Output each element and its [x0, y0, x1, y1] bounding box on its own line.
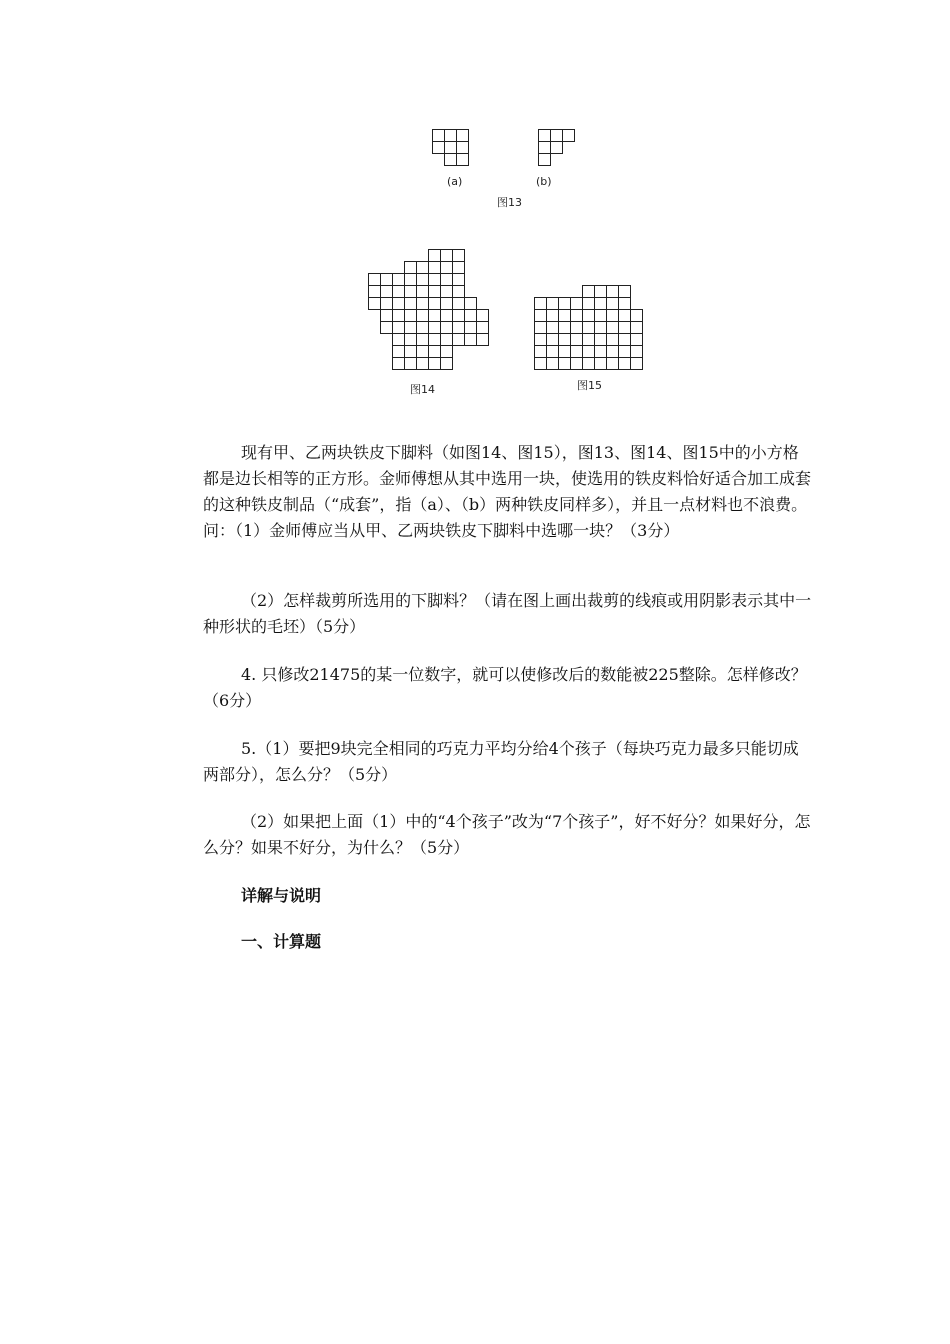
grid-cell: [405, 262, 417, 274]
grid-cell: [619, 334, 631, 346]
grid-cell: [429, 334, 441, 346]
grid-cell: [595, 334, 607, 346]
grid-cell: [417, 262, 429, 274]
grid-cell: [381, 298, 393, 310]
grid-cell: [453, 322, 465, 334]
grid-cell: [619, 310, 631, 322]
grid-cell: [453, 310, 465, 322]
figure-13-caption: 图13: [497, 196, 522, 209]
grid-cell: [631, 322, 643, 334]
grid-cell: [559, 334, 571, 346]
grid-cell: [619, 346, 631, 358]
grid-cell: [393, 286, 405, 298]
grid-cell: [393, 274, 405, 286]
grid-cell: [417, 358, 429, 370]
problem-3-paragraph-2: （2）怎样裁剪所选用的下脚料？（请在图上画出裁剪的线痕或用阴影表示其中一种形状的毛坯）（5分）: [203, 591, 812, 636]
grid-cell: [405, 346, 417, 358]
grid-cell: [559, 298, 571, 310]
grid-cell: [631, 346, 643, 358]
grid-cell: [539, 142, 551, 154]
grid-cell: [417, 286, 429, 298]
grid-cell: [559, 310, 571, 322]
grid-cell: [583, 346, 595, 358]
grid-cell: [405, 298, 417, 310]
grid-cell: [595, 358, 607, 370]
grid-cell: [453, 250, 465, 262]
grid-cell: [583, 322, 595, 334]
grid-cell: [453, 274, 465, 286]
grid-cell: [393, 298, 405, 310]
grid-cell: [429, 274, 441, 286]
grid-cell: [445, 130, 457, 142]
grid-cell: [619, 298, 631, 310]
grid-cell: [441, 358, 453, 370]
grid-cell: [535, 310, 547, 322]
grid-cell: [595, 322, 607, 334]
grid-cell: [551, 142, 563, 154]
grid-cell: [441, 298, 453, 310]
grid-cell: [583, 334, 595, 346]
grid-cell: [429, 358, 441, 370]
grid-cell: [381, 322, 393, 334]
grid-cell: [393, 346, 405, 358]
figure-13-label-b: (b): [536, 175, 552, 188]
problem-5-paragraph-1: 5.（1）要把9块完全相同的巧克力平均分给4个孩子（每块巧克力最多只能切成两部分），怎么分？（5分）: [203, 739, 799, 784]
grid-cell: [417, 322, 429, 334]
grid-cell: [381, 286, 393, 298]
section-heading-calculation: 一、计算题: [241, 932, 322, 951]
grid-cell: [607, 322, 619, 334]
grid-cell: [393, 358, 405, 370]
grid-cell: [405, 358, 417, 370]
grid-cell: [465, 334, 477, 346]
grid-cell: [429, 298, 441, 310]
grid-cell: [369, 274, 381, 286]
grid-cell: [429, 250, 441, 262]
grid-cell: [441, 274, 453, 286]
grid-cell: [453, 334, 465, 346]
grid-cell: [441, 286, 453, 298]
grid-cell: [457, 154, 469, 166]
grid-cell: [535, 334, 547, 346]
section-heading-explanation: 详解与说明: [241, 886, 322, 905]
grid-cell: [429, 262, 441, 274]
grid-cell: [393, 334, 405, 346]
grid-cell: [607, 358, 619, 370]
grid-cell: [393, 310, 405, 322]
figure-15-grid: [534, 285, 646, 371]
grid-cell: [477, 322, 489, 334]
grid-cell: [583, 298, 595, 310]
grid-cell: [607, 310, 619, 322]
figure-13-shape-b: [538, 129, 578, 167]
grid-cell: [563, 130, 575, 142]
problem-3-paragraph-1: 现有甲、乙两块铁皮下脚料（如图14、图15），图13、图14、图15中的小方格都是边长相等的正方形。金师傅想从其中选用一块，使选用的铁皮料恰好适合加工成套的这种铁皮制品（“成套”，指（a）、（b）两种铁皮同样多），并且一点材料也不浪费。问：（1）金师傅应当从甲、乙两块铁皮下脚料中选哪一块？（3分）: [203, 443, 812, 540]
grid-cell: [369, 298, 381, 310]
grid-cell: [535, 358, 547, 370]
grid-cell: [559, 322, 571, 334]
grid-cell: [547, 346, 559, 358]
grid-cell: [429, 310, 441, 322]
grid-cell: [535, 346, 547, 358]
problem-4-paragraph: 4. 只修改21475的某一位数字，就可以使修改后的数能被225整除。怎样修改？（6分）: [203, 665, 807, 710]
grid-cell: [441, 334, 453, 346]
grid-cell: [417, 346, 429, 358]
grid-cell: [571, 310, 583, 322]
grid-cell: [595, 298, 607, 310]
grid-cell: [405, 322, 417, 334]
grid-cell: [551, 130, 563, 142]
grid-cell: [631, 358, 643, 370]
figure-15-caption: 图15: [577, 379, 602, 392]
grid-cell: [417, 334, 429, 346]
grid-cell: [583, 310, 595, 322]
figure-14-grid: [368, 249, 492, 371]
grid-cell: [571, 334, 583, 346]
grid-cell: [457, 130, 469, 142]
grid-cell: [381, 310, 393, 322]
grid-cell: [429, 322, 441, 334]
grid-cell: [429, 286, 441, 298]
grid-cell: [539, 154, 551, 166]
grid-cell: [405, 334, 417, 346]
grid-cell: [535, 322, 547, 334]
grid-cell: [631, 334, 643, 346]
grid-cell: [619, 286, 631, 298]
grid-cell: [453, 286, 465, 298]
grid-cell: [571, 358, 583, 370]
grid-cell: [547, 310, 559, 322]
figure-13-shape-a: [432, 129, 482, 167]
grid-cell: [453, 298, 465, 310]
grid-cell: [607, 298, 619, 310]
grid-cell: [595, 286, 607, 298]
grid-cell: [457, 142, 469, 154]
grid-cell: [619, 358, 631, 370]
grid-cell: [559, 358, 571, 370]
grid-cell: [607, 286, 619, 298]
grid-cell: [547, 358, 559, 370]
grid-cell: [583, 286, 595, 298]
grid-cell: [433, 142, 445, 154]
grid-cell: [417, 310, 429, 322]
grid-cell: [441, 346, 453, 358]
grid-cell: [441, 250, 453, 262]
grid-cell: [445, 142, 457, 154]
grid-cell: [405, 286, 417, 298]
grid-cell: [417, 274, 429, 286]
grid-cell: [539, 130, 551, 142]
grid-cell: [441, 262, 453, 274]
grid-cell: [607, 334, 619, 346]
grid-cell: [369, 286, 381, 298]
grid-cell: [571, 298, 583, 310]
grid-cell: [405, 274, 417, 286]
grid-cell: [445, 154, 457, 166]
grid-cell: [429, 346, 441, 358]
figure-14-caption: 图14: [410, 383, 435, 396]
grid-cell: [559, 346, 571, 358]
grid-cell: [465, 310, 477, 322]
grid-cell: [441, 310, 453, 322]
grid-cell: [433, 130, 445, 142]
grid-cell: [571, 322, 583, 334]
grid-cell: [547, 298, 559, 310]
grid-cell: [453, 262, 465, 274]
grid-cell: [583, 358, 595, 370]
grid-cell: [477, 334, 489, 346]
grid-cell: [571, 346, 583, 358]
grid-cell: [535, 298, 547, 310]
grid-cell: [631, 310, 643, 322]
grid-cell: [595, 346, 607, 358]
grid-cell: [441, 322, 453, 334]
grid-cell: [547, 334, 559, 346]
grid-cell: [381, 274, 393, 286]
grid-cell: [417, 298, 429, 310]
grid-cell: [547, 322, 559, 334]
grid-cell: [595, 310, 607, 322]
grid-cell: [465, 298, 477, 310]
grid-cell: [607, 346, 619, 358]
figure-13-label-a: (a): [447, 175, 463, 188]
grid-cell: [393, 322, 405, 334]
grid-cell: [405, 310, 417, 322]
problem-5-paragraph-2: （2）如果把上面（1）中的“4个孩子”改为“7个孩子”，好不好分？如果好分，怎么分？如果不好分，为什么？（5分）: [203, 812, 811, 857]
grid-cell: [619, 322, 631, 334]
grid-cell: [465, 322, 477, 334]
grid-cell: [477, 310, 489, 322]
